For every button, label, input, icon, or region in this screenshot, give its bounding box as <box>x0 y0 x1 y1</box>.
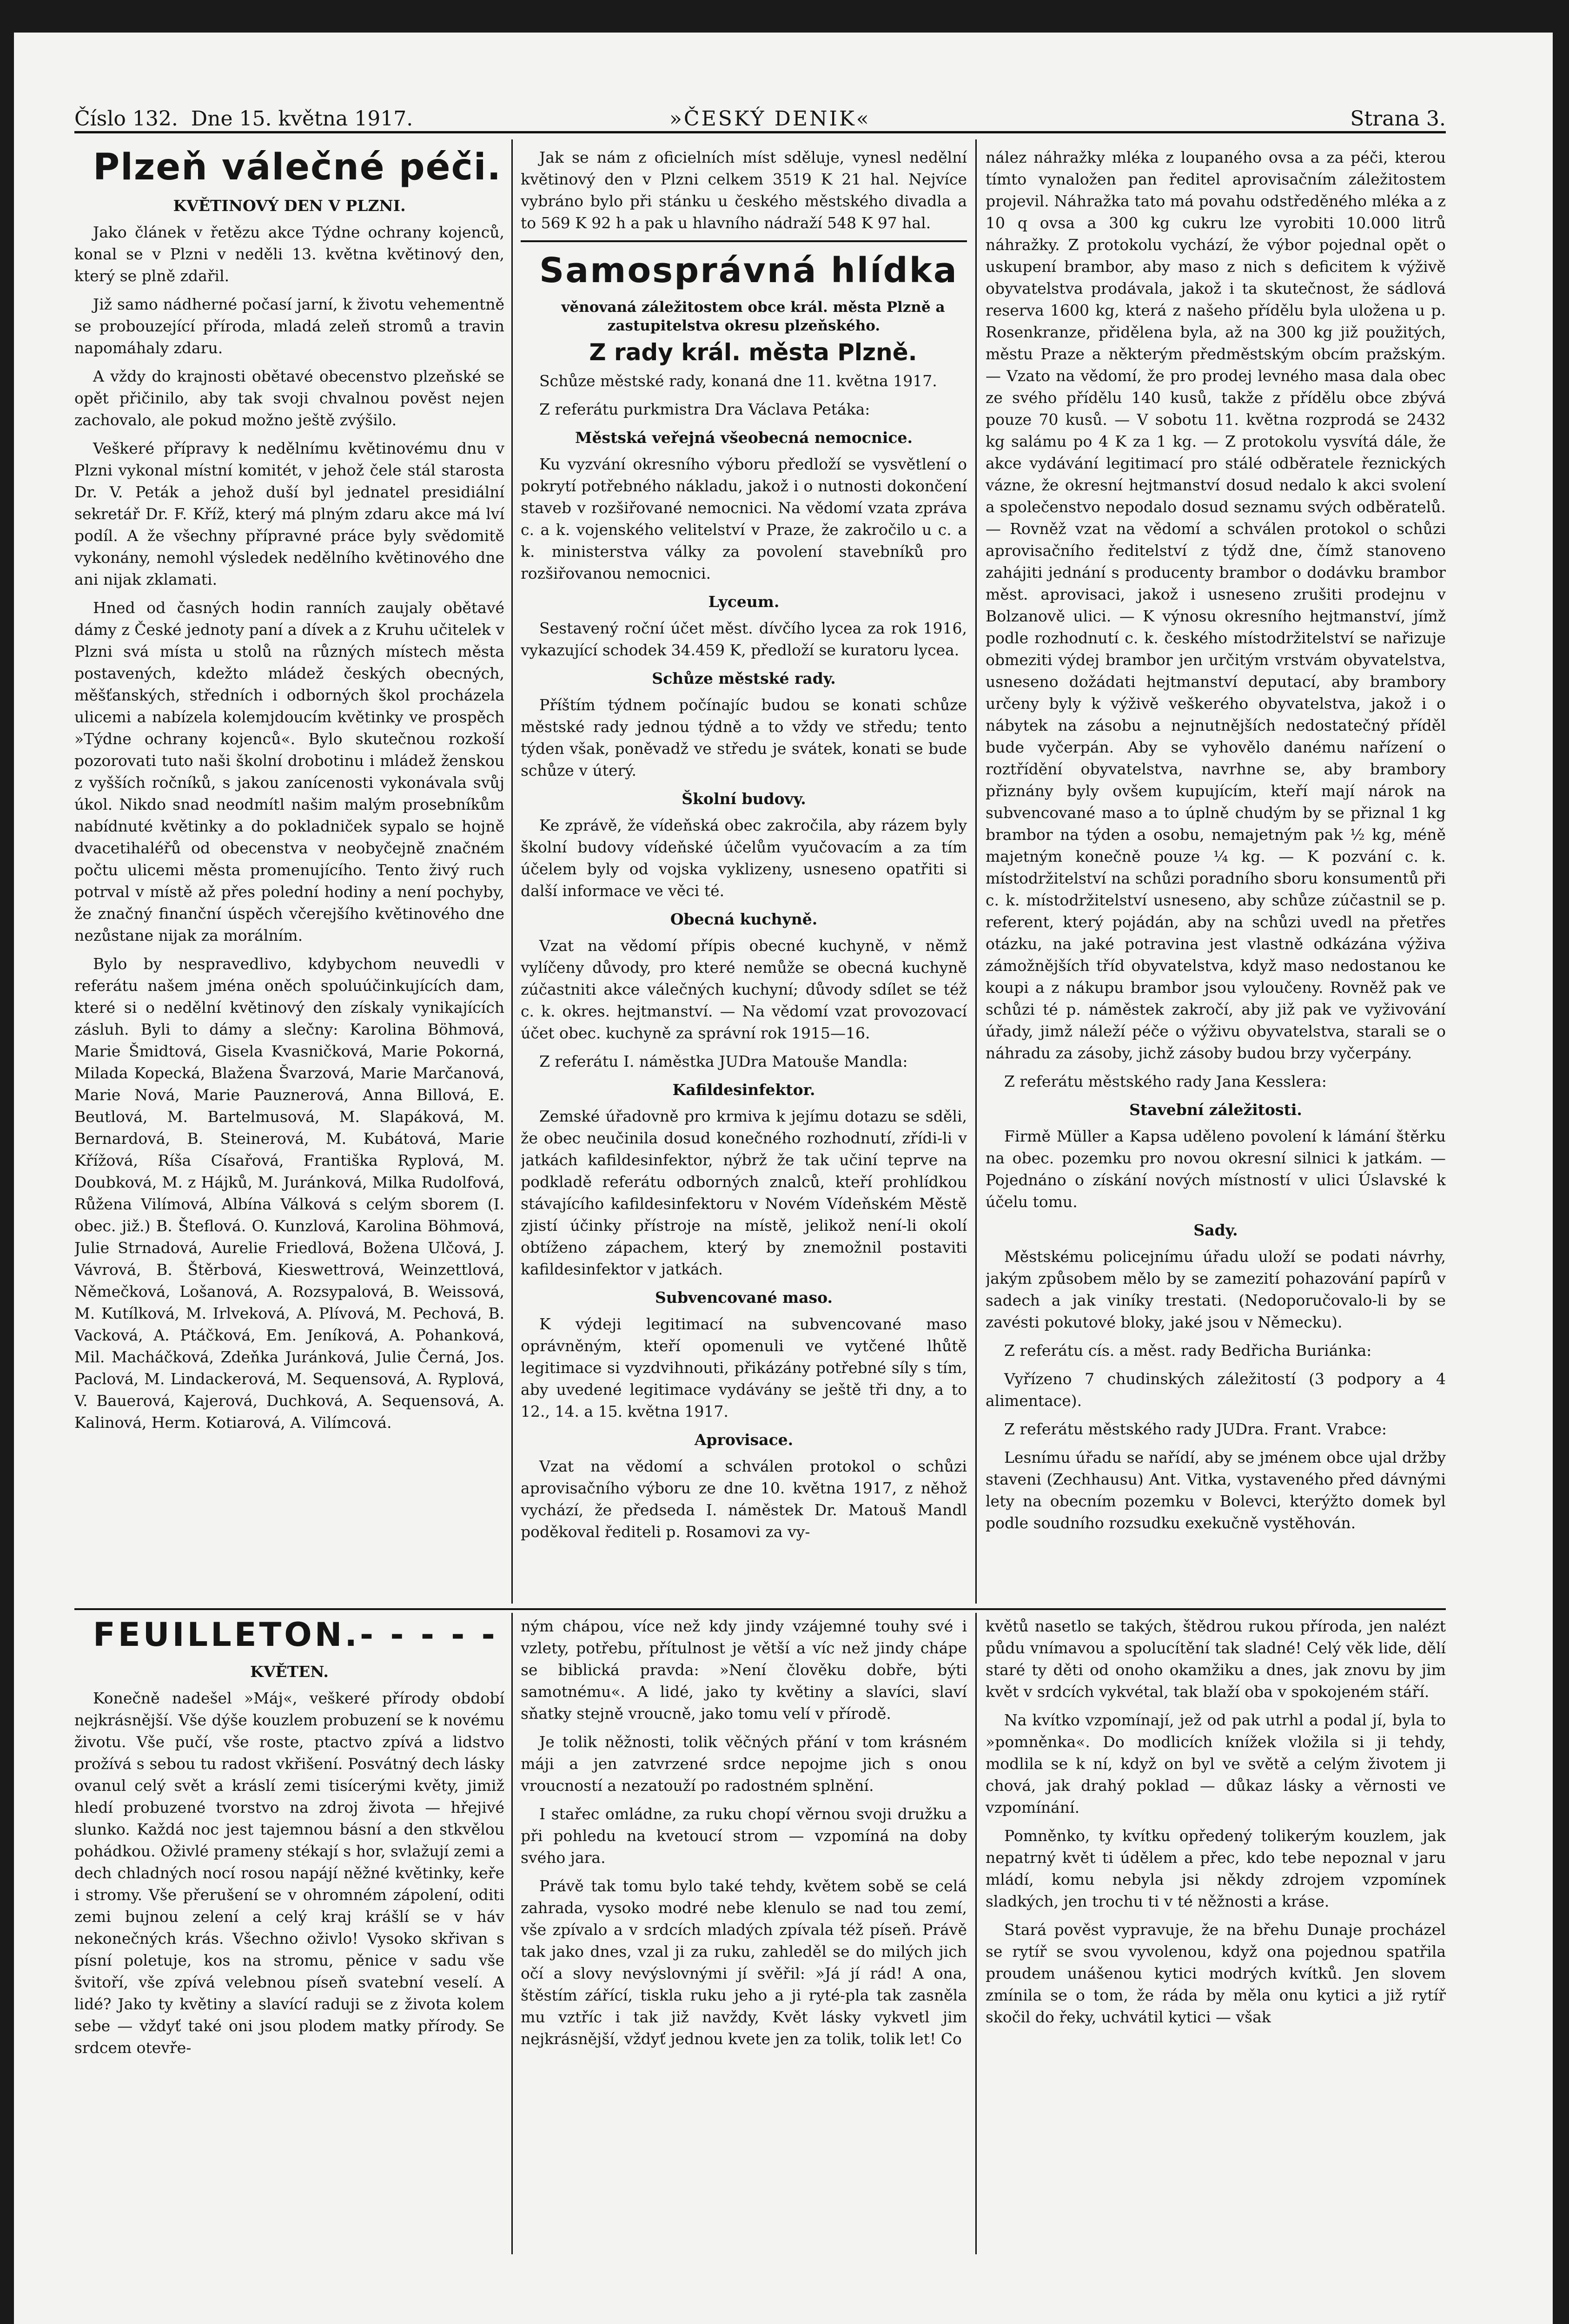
block-heading: Školní budovy. <box>682 790 806 808</box>
paragraph: Městskému policejnímu úřadu uloží se podati návrhy, jakým způsobem mělo by se zamezití pohazování papírů v sadech a jak viníky trestati. (Nedoporučovalo-li by se zavésti pokutové bloky, jaké jsou v Německu). <box>986 1248 1446 1331</box>
column-3 <box>986 146 1446 1606</box>
column-rule-3 <box>511 1613 513 2254</box>
column-1 <box>74 146 504 1606</box>
feuilleton-column-1 <box>74 1615 504 2254</box>
column-2 <box>521 146 967 1606</box>
block-heading: Aprovisace. <box>694 1431 794 1449</box>
paragraph: Hned od časných hodin ranních zaujaly obětavé dámy z České jednoty paní a dívek a z Kruhu učitelek v Plzni svá místa u stolů na různých místech města postavených, kdežto mládež českých obecných, měšťanských, středních i odborných škol procházela ulicemi a nabízela kolemjdoucím květinky ve prospěch »Týdne ochrany kojenců«. Bylo skutečnou rozkoší pozorovati tuto naši školní drobotinu i mládež ženskou z vyšších ročníků, s jakou zanícenosti vykonávala svůj úkol. Nikdo snad neodmítl našim malým prosebníkům nabídnuté květinky a do pokladniček sypalo se hojně dvacetihaléřů od obecenstva v neobyčejně značném počtu ulicemi města promenujícího. Tento živý ruch potrval v místě až přes polední hodiny a není pochyby, že značný finanční úspěch včerejšího květinového dne nezůstane nijak za morálním. <box>74 599 504 944</box>
paragraph: Zemské úřadovně pro krmiva k jejímu dotazu se sděli, že obec neučinila dosud konečného rozhodnutí, zřídi-li v jatkách kafildesinfektor, nýbrž že tak učiní teprve na podkladě referátu odborných znalců, kteří prohlídkou stávajícího kafildesinfektoru v Novém Vídeňském Městě zjistí účinky přístroje na místě, jelikož není-li okolí obtíženo zápachem, který by znemožnil postaviti kafildesinfektor v jatkách. <box>521 1107 967 1278</box>
block-heading: Městská veřejná všeobecná nemocnice. <box>575 429 913 447</box>
paragraph: Firmě Müller a Kapsa uděleno povolení k lámání štěrku na obec. pozemku pro novou okresní silnici k jatkám. — Pojednáno o získání nových místností v ulici Úslavské k účelu tomu. <box>986 1127 1446 1211</box>
paragraph: Pomněnko, ty kvítku opředený tolikerým kouzlem, jak nepatrný květ ti údělem a přec, kdo tebe nepoznal v jaru mládí, komu nebyla jsi někdy zdrojem vzpomínek sladkých, jen trochu ti v té něžnosti a kráse. <box>986 1827 1446 1910</box>
paragraph: ným chápou, více než kdy jindy vzájemné touhy své i vzlety, potřebu, přítulnost je větší a víc než jindy chápe se biblická pravda: »Není člověku dobře, býti samotnému«. A lidé, jako ty květiny a slavíci, slaví sňatky stejně vroucně, jako tomu velí v přírodě. <box>521 1617 967 1723</box>
page-header <box>74 102 1446 135</box>
column-rule-1 <box>511 139 513 1604</box>
feuilleton-title: FEUILLETON.- - - - - <box>93 1616 498 1654</box>
issue-and-date <box>74 107 413 131</box>
paragraph: Bylo by nespravedlivo, kdybychom neuvedli v referátu našem jména oněch spoluúčinkujících dam, které si o nedělní květinový den získaly vynikajících zásluh. Byli to dámy a slečny: Karolina Böhmová, Marie Šmidtová, Gisela Kvasničková, Marie Pokorná, Milada Kopecká, Blažena Švarzová, Marie Marčanová, Marie Nová, Marie Pauznerová, Anna Billová, E. Beutlová, M. Bartelmusová, M. Slapáková, M. Bernardová, B. Steinerová, M. Kubátová, Marie Křížová, Ríša Císařová, Františka Ryplová, M. Doubková, M. z Hájků, M. Juránková, Milka Rudolfová, Růžena Vilímová, Albína Válková s celým sborem (I. obec. již.) B. Šteflová. O. Kunzlová, Karolina Böhmová, Julie Strnadová, Aurelie Friedlová, Božena Ulčová, J. Vávrová, B. Štěrbová, Kieswettrová, Weinzettlová, Němečková, Lošanová, A. Rozsypalová, B. Weissová, M. Kutílková, M. Irlveková, A. Plívová, M. Pechová, B. Vacková, A. Ptáčková, Em. Jeníková, A. Pohanková, Mil. Macháčková, Zdeňka Juránková, Julie Černá, Jos. Paclová, M. Lindackerová, M. Sequensová, A. Ryplová, V. Bauerová, Kajerová, Duchková, A. Sequensová, A. Kalinová, Herm. Kotiarová, A. Vilímcová. <box>74 955 504 1432</box>
feuilleton-column-3 <box>986 1615 1446 2254</box>
paragraph: I stařec omládne, za ruku chopí věrnou svoji družku a při pohledu na kvetoucí strom — vzpomíná na doby svého jara. <box>521 1805 967 1867</box>
paragraph: Stará pověst vypravuje, že na břehu Dunaje procházel se rytíř se svou vyvolenou, když ona pojednou spatřila proudem unášenou kytici modrých kvítků. Jen slovem zmínila se o tom, že ráda by měla onu kytici a již rytíř skočil do řeky, uchvátil kytici — však <box>986 1921 1446 2026</box>
paragraph: Ke zprávě, že vídeňská obec zakročila, aby rázem byly školní budovy vídeňské účelům vyučovacím a za tím účelem byly od vojska vyklizeny, usneseno opatřiti si další informace ve věci té. <box>521 816 967 900</box>
paragraph: A vždy do krajnosti obětavé obecenstvo plzeňské se opět přičinilo, aby tak svoji chvalnou pověst nejen zachovalo, ale pokud možno ještě zvýšilo. <box>74 367 504 429</box>
paragraph: Schůze městské rady, konaná dne 11. května 1917. <box>539 372 937 390</box>
column-rule-4 <box>975 1613 977 2254</box>
paragraph: Příštím týdnem počínajíc budou se konati schůze městské rady jednou týdně a to vždy ve středu; tento týden však, poněvadž ve středu je svátek, konati se bude schůze v úterý. <box>521 696 967 779</box>
paragraph: Ku vyzvání okresního výboru předloží se vysvětlení o pokrytí potřebného nákladu, jakož i o nutnosti dokončení staveb v rozšiřované nemocnici. Na vědomí vzata zpráva c. a k. vojenského velitelství v Praze, že zakročilo u c. a k. ministerstva války za povolení stavebníků pro rozšiřovanou nemocnici. <box>521 455 967 582</box>
paragraph: Jak se nám z oficielních míst sděluje, vynesl nedělní květinový den v Plzni celkem 3519 K 21 hal. Nejvíce vybráno bylo při stánku u českého městského divadla a to 569 K 92 h a pak u hlavního nádraží 548 K 97 hal. <box>521 148 967 232</box>
paragraph: Lesnímu úřadu se nařídí, aby se jménem obce ujal držby staveni (Zechhausu) Ant. Vitka, vystaveného před dávnými lety na obecním pozemku v Bolevci, kterýžto domek byl podle soudního rozsudku exekučně vystěhován. <box>986 1448 1446 1532</box>
feuilleton-column-2 <box>521 1615 967 2254</box>
paragraph: Na kvítko vzpomínají, jež od pak utrhl a podal jí, byla to »pomněnka«. Do modlicích knížek vložila si ji tehdy, modlila se k ní, když on byl ve světě a celým životem ji chová, jak drahý poklad — důkaz lásky a věrnosti ve vzpomínání. <box>986 1711 1446 1816</box>
paper-name: »ČESKÝ DENIK« <box>669 107 871 131</box>
block-heading: Kafildesinfektor. <box>672 1081 815 1099</box>
paragraph: Je tolik něžnosti, tolik věčných přání v tom krásném máji a jen zatvrzené srdce nepojme jich s onou vroucností a nezatouží po radostném splnění. <box>521 1733 967 1795</box>
paragraph: Vzat na vědomí a schválen protokol o schůzi aprovisačního výboru ze dne 10. května 1917, z něhož vychází, že předseda I. náměstek Dr. Matouš Mandl poděkoval řediteli p. Rosamovi za vy- <box>521 1457 967 1541</box>
article-subtitle: KVĚTINOVÝ DEN V PLZNI. <box>173 197 406 215</box>
paragraph: Vyřízeno 7 chudinských záležitostí (3 podpory a 4 alimentace). <box>986 1370 1446 1410</box>
block-heading: Sady. <box>1193 1221 1238 1239</box>
column-rule-2 <box>975 139 977 1604</box>
referee-line: Z referátu městského rady JUDra. Frant. Vrabce: <box>1004 1420 1387 1438</box>
paragraph: květů nasetlo se takých, štědrou rukou příroda, jen nalézt půdu vnímavou a spolucítění tak sladné! Celý věk lide, dělí staré ty děti od onoho okamžiku a dnes, jak znovu by jim květ v srdcích vykvétal, tak blaží oba v spokojeném stáří. <box>986 1617 1446 1701</box>
paragraph: Jako článek v řetězu akce Týdne ochrany kojenců, konal se v Plzni v neděli 13. května květinový den, který se plně zdařil. <box>74 223 504 285</box>
header-rule <box>74 131 1446 133</box>
block-heading: Stavební záležitosti. <box>1129 1101 1302 1119</box>
feuilleton-subtitle: KVĚTEN. <box>250 1663 329 1681</box>
issue-date: Dne 15. května 1917. <box>191 107 413 131</box>
referee-line: Z referátu cís. a měst. rady Bedřicha Buriánka: <box>1004 1341 1372 1360</box>
paragraph: Již samo nádherné počasí jarní, k životu vehementně se probouzející příroda, mladá zeleň stromů a travin napomáhaly zdaru. <box>74 295 504 357</box>
block-heading: Schůze městské rady. <box>652 669 836 687</box>
page-number: Strana 3. <box>1350 107 1446 131</box>
section-subtitle: věnovaná záležitostem obce král. města Plzně a zastupitelstva okresu plzeňského. <box>561 299 945 334</box>
paragraph: Veškeré přípravy k nedělnímu květinovému dnu v Plzni vykonal místní komitét, v jehož čele stál starosta Dr. V. Peták a jehož duší byl jednatel presidiální sekretář Dr. F. Kříž, který má plným zdaru akce má lví podíl. A že všechny přípravné práce byly svědomitě vykonány, nemohl výsledek nedělního květinového dne ani nijak zklamati. <box>74 439 504 588</box>
paragraph: Právě tak tomu bylo také tehdy, květem sobě se celá zahrada, vysoko modré nebe klenulo se nad tou zemí, vše zpívalo a v srdcích mladých zpívala též píseň. Právě tak jako dnes, vzal ji za ruku, zahleděl se do milých jich očí a slovy nevýslovnými jí svěřil: »Já jí rád! A ona, štěstím zářící, tiskla ruku jeho a ji ryté-pla tak zasněla mu vztříc i tak již navždy, Květ lásky vykvetl jim nejkrásnější, vždyť jednou kvete jen za tolik, tolik let! Co <box>521 1877 967 2048</box>
paragraph: nález náhražky mléka z loupaného ovsa a za péči, kterou tímto vynaložen pan ředitel aprovisačním záležitostem projevil. Náhražka tato má povahu odstředěného mléka a z 10 q ovsa a 300 kg cukru lze vyrobiti 10.000 litrů náhražky. Z protokolu vychází, že výbor pojednal opět o uskupení brambor, aby maso z nich s deficitem k výživě obyvatelstva prodávala, jakož i ta skutečnost, že sádlová reserva 1600 kg, která z našeho přídělu byla uložena u p. Rosenkranze, přidělena byla, až na 300 kg již použitých, městu Praze a některým předměstským obcím pražským. — Vzato na vědomí, že pro prodej levného masa dala obec ze svého přídělu 140 kusů, takže z přídělu obce zbývá pouze 70 kusů. — V sobotu 11. května rozprodá se 2432 kg salámu po 4 K za 1 kg. — Z protokolu vysvítá dále, že akce vydávání legitimací pro stálé odběratele řeznických vázne, že okresní hejtmanství dosud nedalo k akci svolení a společenstvo nepodalo dosud seznamu svých odběratelů. — Rovněž vzat na vědomí a schválen protokol o schůzi aprovisačního ředitelství z týdž dne, čímž stanoveno zahájiti jednání s producenty brambor o dodávku brambor měst. aprovisaci, jakož i usneseno zrušiti prodejnu v Bolzanově ulici. — K výnosu okresního hejtmanství, jímž podle rozhodnutí c. k. českého místodržitelství se nařizuje obmeziti výdej brambor jen určitým vrstvám obyvatelstva, usneseno dožádati hejtmanství deputací, aby brambory určeny byly k výživě veškerého obyvatelstva, jakož i o nábytek na zásobu a nejnutnějších nedostatečný příděl bude vyčerpán. Aby se vyhovělo danému nařízení o roztřídění obyvatelstva, navrhne se, aby brambory přiznány byly ovšem kupujícím, kteří mají nárok na subvencované maso a to úplně chudým by se přiznal 1 kg brambor na týden a osobu, nemajetným pak ½ kg, méně majetným konečně pouze ¼ kg. — K pozvání c. k. místodržitelství na schůzi poradního sboru konsumentů při c. k. místodržitelství usneseno, aby schůze zúčastnil se p. referent, který pojádán, aby na schůzi uvedl na přetřes otázku, na jaké potravina jest vlastně odkázána výživa zámožnějších tříd obyvatelstva, když maso nedostanou ke koupi a z nákupu brambor jsou vyloučeny. Rovněž pak ve schůzi té p. náměstek zakročí, aby již pak ve vyživování úřady, jimž náleží péče o výživu obyvatelstva, starali se o náhradu za zásoby, jichž zásoby budou brzy vyčerpány. <box>986 148 1446 1062</box>
block-heading: Lyceum. <box>708 593 780 611</box>
feuilleton-rule <box>74 1608 1446 1610</box>
block-heading: Subvencované maso. <box>655 1288 833 1307</box>
paragraph: Vzat na vědomí přípis obecné kuchyně, v němž vylíčeny důvody, pro které nemůže se obecná kuchyně zúčastniti akce válečných kuchyní; důvody sdílet se též c. k. okres. hejtmanství. — Na vědomí vzat provozovací účet obec. kuchyně za správní rok 1915—16. <box>521 937 967 1042</box>
newspaper-page <box>74 102 1446 2254</box>
council-title: Z rady král. města Plzně. <box>589 339 917 366</box>
section-rule <box>521 240 967 242</box>
block-heading: Obecná kuchyně. <box>670 910 818 928</box>
referee-line: Z referátu I. náměstka JUDra Matouše Mandla: <box>539 1052 908 1070</box>
paragraph: Konečně nadešel »Máj«, veškeré přírody období nejkrásnější. Vše dýše kouzlem probuzení se k novému životu. Vše pučí, vše roste, ptactvo zpívá a lidstvo prožívá s sebou tu radost vkřišení. Posvátný dech lásky ovanul celý svět a kráslí zemi tisícerými květy, jimiž hledí probuzené tvorstvo na zdroj života — hřejivé slunko. Každá noc jest tajemnou básní a den stkvělou pohádkou. Oživlé prameny stékají s hor, svlažují zemi a dech chladných nocí rosou napájí něžné květinky, keře i stromy. Vše přerušení se v ohromném zápolení, oditi zemi bujnou zelení a celý kraj krášlí se v háv nekonečných krás. Všechno oživlo! Vysoko skřivan s písní poletuje, kos na stromu, pěnice v sadu vše švitoří, vše zpívá velebnou píseň svatební veselí. A lidé? Jako ty květiny a slavící raduji se z života kolem sebe — vždyť také oni jsou plodem matky přírody. Se srdcem otevře- <box>74 1689 504 2057</box>
issue-number: Číslo 132. <box>74 107 178 131</box>
section-title: Samosprávná hlídka <box>539 251 958 290</box>
newspaper-sheet <box>14 33 1553 2324</box>
paragraph: Sestavený roční účet měst. dívčího lycea za rok 1916, vykazující schodek 34.459 K, předloží se kuratoru lycea. <box>521 619 967 659</box>
paragraph: K výdeji legitimací na subvencované maso oprávněným, kteří opomenuli ve vytčené lhůtě legitimace si vyzdvihnouti, přikázány potřebné síly s tím, aby uvedené legitimace vydávány se ještě tři dny, a to 12., 14. a 15. května 1917. <box>521 1315 967 1420</box>
article-title: Plzeň válečné péči. <box>93 146 502 188</box>
referee-line: Z referátu purkmistra Dra Václava Petáka: <box>539 400 870 418</box>
referee-line: Z referátu městského rady Jana Kesslera: <box>1004 1072 1327 1090</box>
